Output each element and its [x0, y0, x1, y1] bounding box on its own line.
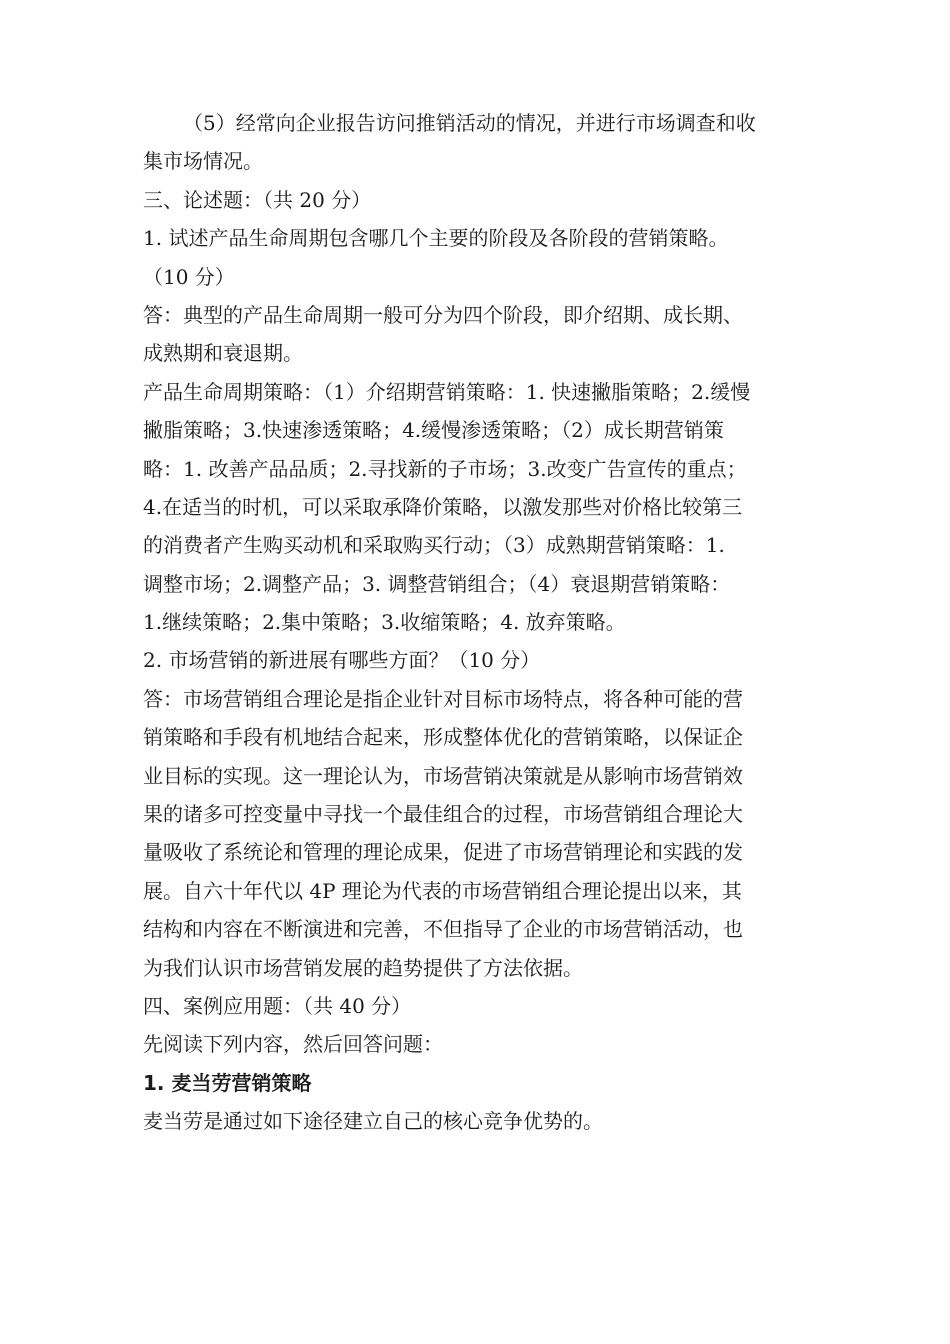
- document-page: [143, 104, 813, 1141]
- answer-line: 业目标的实现。这一理论认为，市场营销决策就是从影响市场营销效: [143, 763, 743, 788]
- question-line: 2. 市场营销的新进展有哪些方面？（10 分）: [143, 648, 541, 673]
- answer-line: 结构和内容在不断演进和完善，不但指导了企业的市场营销活动，也: [143, 917, 743, 942]
- answer-line: 调整市场；2.调整产品；3. 调整营销组合；（4）衰退期营销策略：: [143, 571, 731, 596]
- answer-line: 展。自六十年代以 4P 理论为代表的市场营销组合理论提出以来，其: [143, 878, 742, 903]
- answer-line: 成熟期和衰退期。: [143, 341, 303, 366]
- answer-line: 1.继续策略；2.集中策略；3.收缩策略；4. 放弃策略。: [143, 610, 626, 635]
- section-heading: 四、案例应用题：（共 40 分）: [143, 993, 412, 1018]
- question-line: 1. 试述产品生命周期包含哪几个主要的阶段及各阶段的营销策略。: [143, 226, 729, 251]
- answer-line: 的消费者产生购买动机和采取购买行动；（3）成熟期营销策略：1.: [143, 533, 725, 558]
- answer-line: 答：典型的产品生命周期一般可分为四个阶段，即介绍期、成长期、: [143, 302, 743, 327]
- case-title: 1. 麦当劳营销策略: [143, 1070, 312, 1095]
- answer-line: 量吸收了系统论和管理的理论成果，促进了市场营销理论和实践的发: [143, 840, 743, 865]
- answer-line: 果的诸多可控变量中寻找一个最佳组合的过程，市场营销组合理论大: [143, 802, 743, 827]
- answer-line: 答：市场营销组合理论是指企业针对目标市场特点，将各种可能的营: [143, 686, 743, 711]
- answer-line: 撇脂策略；3.快速渗透策略；4.缓慢渗透策略；（2）成长期营销策: [143, 418, 724, 443]
- instruction-line: 先阅读下列内容，然后回答问题：: [143, 1032, 443, 1057]
- paragraph-line: （5）经常向企业报告访问推销活动的情况，并进行市场调查和收: [183, 111, 756, 135]
- question-line: （10 分）: [143, 264, 235, 289]
- paragraph-line: 麦当劳是通过如下途径建立自己的核心竞争优势的。: [143, 1109, 603, 1134]
- answer-line: 为我们认识市场营销发展的趋势提供了方法依据。: [143, 955, 583, 980]
- paragraph-line: 集市场情况。: [143, 149, 263, 174]
- answer-line: 产品生命周期策略：（1）介绍期营销策略：1. 快速撇脂策略；2.缓慢: [143, 379, 751, 404]
- answer-line: 4.在适当的时机，可以采取承降价策略，以激发那些对价格比较第三: [143, 494, 743, 519]
- answer-line: 销策略和手段有机地结合起来，形成整体优化的营销策略，以保证企: [143, 725, 743, 750]
- section-heading: 三、论述题：（共 20 分）: [143, 187, 372, 212]
- answer-line: 略：1. 改善产品品质；2.寻找新的子市场；3.改变广告宣传的重点；: [143, 456, 747, 481]
